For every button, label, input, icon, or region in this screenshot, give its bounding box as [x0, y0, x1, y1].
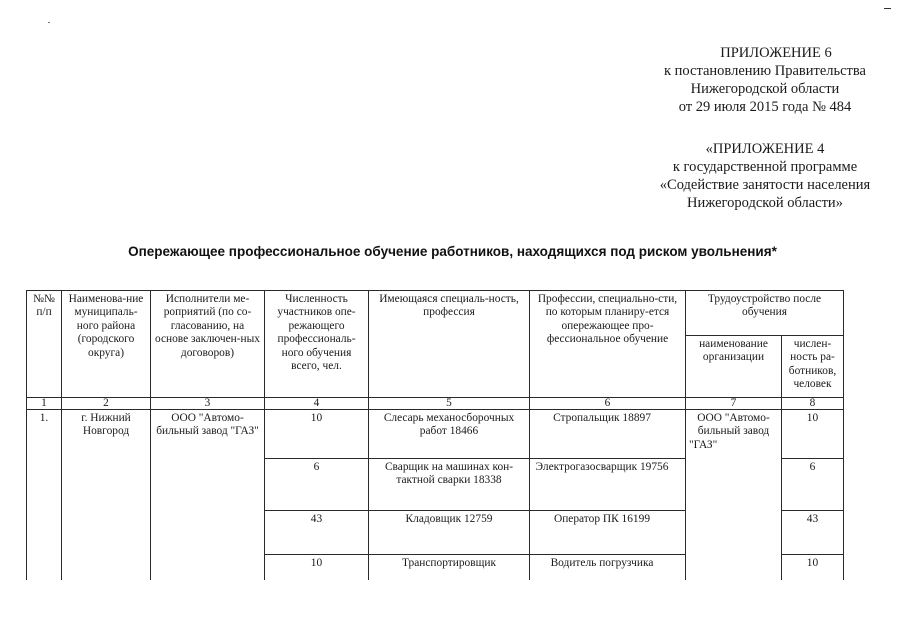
header-training: Профессии, специально-сти, по которым планиру-ется опережающее про-фессиональное обучение: [530, 291, 686, 398]
appendix-4-title: «ПРИЛОЖЕНИЕ 4: [705, 141, 825, 157]
district-cell: г. Нижний Новгород: [62, 410, 151, 580]
column-number: 8: [782, 398, 844, 410]
employed-cell: 10: [782, 410, 844, 459]
specialty-cell: Транспортировщик: [369, 555, 530, 580]
specialty-cell: Слесарь механосборочных работ 18466: [369, 410, 530, 459]
column-number: 1: [27, 398, 62, 410]
column-number: 4: [265, 398, 369, 410]
training-cell: Электрогазосварщик 19756: [530, 459, 686, 511]
employed-cell: 6: [782, 459, 844, 511]
scan-speck: [48, 22, 50, 23]
appendix-4-line-2: «Содействие занятости населения: [659, 177, 871, 193]
employed-cell: 43: [782, 511, 844, 555]
header-row: [27, 291, 844, 336]
specialty-cell: Сварщик на машинах кон-тактной сварки 18338: [369, 459, 530, 511]
appendix-4-line-1: к государственной программе: [672, 159, 858, 175]
column-number: 7: [686, 398, 782, 410]
scan-corner-mark: [884, 8, 891, 9]
column-number: 5: [369, 398, 530, 410]
column-number-row: [27, 398, 844, 410]
appendix-4-block: [630, 140, 900, 212]
participants-cell: 6: [265, 459, 369, 511]
column-number: 3: [151, 398, 265, 410]
appendix-6-line-3: от 29 июля 2015 года № 484: [678, 99, 852, 115]
employer-cell: ООО "Автомо-бильный завод "ГАЗ": [686, 410, 782, 580]
executor-cell: ООО "Автомо-бильный завод "ГАЗ": [151, 410, 265, 580]
training-cell: Стропальщик 18897: [530, 410, 686, 459]
participants-cell: 10: [265, 555, 369, 580]
header-participants: Численность участников опе-режающего профессиональ-ного обучения всего, чел.: [265, 291, 369, 398]
row-index: 1.: [27, 410, 62, 580]
header-employee-count: числен-ность ра-ботников, человек: [782, 336, 844, 398]
appendix-6-line-1: к постановлению Правительства: [664, 63, 866, 79]
header-number: №№ п/п: [27, 291, 62, 398]
header-employment: Трудоустройство после обучения: [686, 291, 844, 336]
training-table: [26, 290, 844, 580]
appendix-4-line-3: Нижегородской области»: [687, 195, 843, 211]
employed-cell: 10: [782, 555, 844, 580]
training-cell: Оператор ПК 16199: [530, 511, 686, 555]
header-executors: Исполнители ме-роприятий (по со-гласованию, на основе заключен-ных договоров): [151, 291, 265, 398]
participants-cell: 43: [265, 511, 369, 555]
table-row: [27, 410, 844, 459]
participants-cell: 10: [265, 410, 369, 459]
appendix-6-line-2: Нижегородской области: [690, 81, 840, 97]
header-district: Наименова-ние муниципаль-ного района (городского округа): [62, 291, 151, 398]
header-specialty: Имеющаяся специаль-ность, профессия: [369, 291, 530, 398]
training-cell: Водитель погрузчика: [530, 555, 686, 580]
column-number: 6: [530, 398, 686, 410]
header-organization: наименование организации: [686, 336, 782, 398]
document-title: Опережающее профессиональное обучение работников, находящихся под риском увольнения*: [128, 244, 777, 259]
specialty-cell: Кладовщик 12759: [369, 511, 530, 555]
appendix-6-title: ПРИЛОЖЕНИЕ 6: [720, 45, 832, 61]
column-number: 2: [62, 398, 151, 410]
appendix-6-block: [630, 44, 900, 116]
